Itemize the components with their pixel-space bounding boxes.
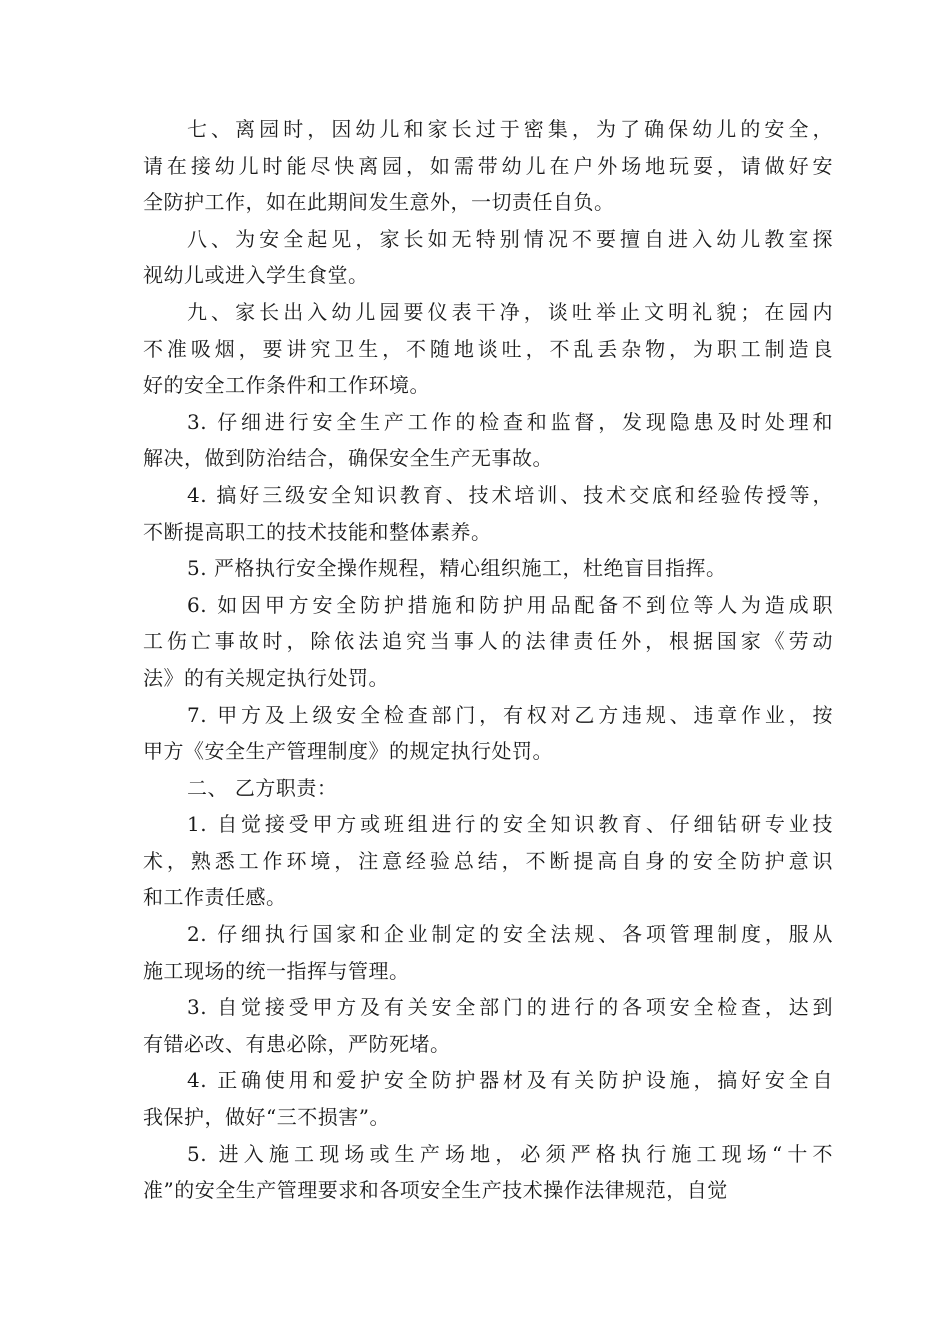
text-line: 视幼儿或进入学生食堂。 xyxy=(143,263,369,288)
text-line: 4. 正确使用和爱护安全防护器材及有关防护设施，搞好安全自 xyxy=(187,1068,833,1093)
text-line: 3. 自觉接受甲方及有关安全部门的进行的各项安全检查，达到 xyxy=(187,995,833,1020)
text-line: 6. 如因甲方安全防护措施和防护用品配备不到位等人为造成职 xyxy=(187,592,833,617)
text-line: 有错必改、有患必除，严防死堵。 xyxy=(143,1031,451,1056)
text-line: 二、 乙方职责： xyxy=(187,775,338,800)
text-line: 全防护工作，如在此期间发生意外，一切责任自负。 xyxy=(143,190,615,215)
text-line: 七、离园时，因幼儿和家长过于密集，为了确保幼儿的安全， xyxy=(187,117,833,141)
text-line: 甲方《安全生产管理制度》的规定执行处罚。 xyxy=(143,739,553,764)
text-line: 和工作责任感。 xyxy=(143,885,287,910)
text-line: 好的安全工作条件和工作环境。 xyxy=(143,373,430,398)
text-line: 7. 甲方及上级安全检查部门，有权对乙方违规、违章作业，按 xyxy=(187,702,833,727)
document-body xyxy=(143,111,833,1209)
text-line: 5. 严格执行安全操作规程，精心组织施工，杜绝盲目指挥。 xyxy=(187,556,727,581)
text-line: 不断提高职工的技术技能和整体素养。 xyxy=(143,519,492,544)
text-line: 4. 搞好三级安全知识教育、技术培训、技术交底和经验传授等， xyxy=(187,482,833,507)
text-line: 我保护，做好“三不损害”。 xyxy=(143,1105,390,1130)
text-line: 工伤亡事故时，除依法追究当事人的法律责任外，根据国家《劳动 xyxy=(143,629,833,654)
text-line: 施工现场的统一指挥与管理。 xyxy=(143,958,410,983)
text-line: 准”的安全生产管理要求和各项安全生产技术操作法律规范，自觉 xyxy=(143,1178,728,1203)
text-line: 解决，做到防治结合，确保安全生产无事故。 xyxy=(143,446,553,471)
text-line: 请在接幼儿时能尽快离园，如需带幼儿在户外场地玩耍，请做好安 xyxy=(143,153,833,178)
text-line: 八、为安全起见，家长如无特别情况不要擅自进入幼儿教室探 xyxy=(187,226,833,251)
text-line: 2. 仔细执行国家和企业制定的安全法规、各项管理制度，服从 xyxy=(187,922,833,947)
text-line: 术，熟悉工作环境，注意经验总结，不断提高自身的安全防护意识 xyxy=(143,848,833,873)
text-line: 1. 自觉接受甲方或班组进行的安全知识教育、仔细钻研专业技 xyxy=(187,812,833,837)
text-line: 九、家长出入幼儿园要仪表干净，谈吐举止文明礼貌；在园内 xyxy=(187,299,833,324)
text-line: 法》的有关规定执行处罚。 xyxy=(143,665,389,690)
text-line: 不准吸烟，要讲究卫生，不随地谈吐，不乱丢杂物，为职工制造良 xyxy=(143,336,833,361)
text-line: 3. 仔细进行安全生产工作的检查和监督，发现隐患及时处理和 xyxy=(187,409,833,434)
text-line: 5. 进入施工现场或生产场地，必须严格执行施工现场“十不 xyxy=(187,1141,833,1166)
